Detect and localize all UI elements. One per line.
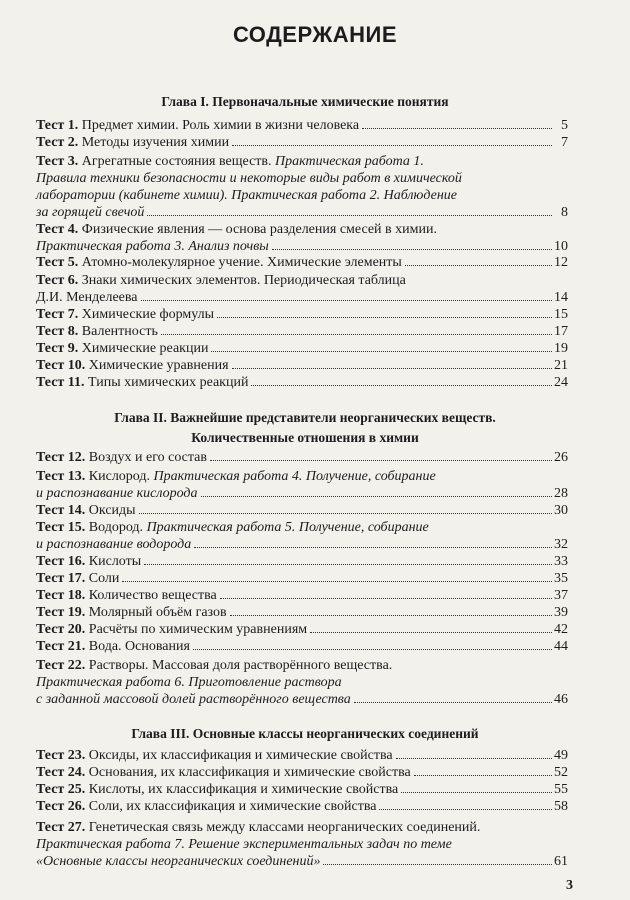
entry-text: Химические реакции (81, 341, 209, 356)
dot-leader (211, 351, 552, 352)
test-number: Тест 20. (36, 622, 86, 637)
entry-page-number: 30 (554, 503, 568, 518)
dot-leader (232, 145, 552, 146)
test-number: Тест 14. (36, 503, 86, 518)
entry-text: Воздух и его состав (88, 450, 208, 465)
toc-entry[interactable] (36, 587, 568, 604)
toc-entry-line (36, 836, 568, 853)
toc-entry-line (36, 153, 568, 170)
toc-entry[interactable] (36, 340, 568, 357)
dot-leader (323, 864, 552, 865)
entry-page-number: 58 (554, 799, 568, 814)
dot-leader (272, 249, 552, 250)
entry-practical-work: Практическая работа 5. Получение, собирание (146, 520, 429, 535)
toc-entry[interactable] (36, 781, 568, 798)
entry-practical-work: лаборатории (кабинете химии). Практическая работа 2. Наблюдение (36, 188, 458, 203)
toc-entry[interactable] (36, 449, 568, 466)
dot-leader (220, 598, 552, 599)
toc-entry-line (36, 170, 568, 187)
dot-leader (401, 792, 552, 793)
toc-entry-line (36, 221, 568, 238)
toc-entry-line-leader (36, 853, 568, 870)
toc-entry-line-leader (36, 638, 568, 655)
test-number: Тест 7. (36, 307, 79, 322)
toc-entry-line-leader (36, 604, 568, 621)
entry-text: Методы изучения химии (81, 135, 230, 150)
toc-entry-line (36, 819, 568, 836)
dot-leader (147, 215, 552, 216)
dot-leader (354, 702, 552, 703)
toc-entry-line-leader (36, 570, 568, 587)
entry-text: Кислоты (88, 554, 142, 569)
test-number: Тест 3. (36, 154, 79, 169)
entry-text: Вода. Основания (88, 639, 190, 654)
test-number: Тест 2. (36, 135, 79, 150)
test-number: Тест 6. (36, 273, 79, 288)
entry-text: Атомно-молекулярное учение. Химические элементы (81, 255, 402, 270)
test-number: Тест 21. (36, 639, 86, 654)
dot-leader (251, 385, 552, 386)
entry-page-number: 44 (554, 639, 568, 654)
entry-text: Водород. (88, 520, 147, 535)
toc-entry-line-leader (36, 691, 568, 708)
toc-entry[interactable] (36, 254, 568, 271)
test-number: Тест 4. (36, 222, 79, 237)
toc-entry[interactable] (36, 553, 568, 570)
toc-entry-line (36, 519, 568, 536)
toc-entry[interactable] (36, 604, 568, 621)
toc-entry-line-leader (36, 306, 568, 323)
test-number: Тест 10. (36, 358, 86, 373)
entry-text: Генетическая связь между классами неорганических соединений. (88, 820, 481, 835)
dot-leader (122, 581, 552, 582)
entry-text: Знаки химических элементов. Периодическая таблица (81, 273, 406, 288)
test-number: Тест 5. (36, 255, 79, 270)
dot-leader (414, 775, 552, 776)
chapter-2-heading-line: Глава II. Важнейшие представители неорганических веществ. (114, 410, 496, 425)
dot-leader (362, 128, 552, 129)
toc-entry-line (36, 657, 568, 674)
entry-page-number: 14 (554, 290, 568, 305)
entry-text: Агрегатные состояния веществ. (81, 154, 276, 169)
entry-page-number: 46 (554, 692, 568, 707)
entry-practical-work: Практическая работа 7. Решение экспериментальных задач по теме (36, 837, 452, 852)
entry-practical-work: Практическая работа 6. Приготовление раствора (36, 675, 342, 690)
entry-text: Химические уравнения (88, 358, 229, 373)
dot-leader (396, 758, 552, 759)
dot-leader (379, 809, 552, 810)
toc-entry[interactable] (36, 657, 568, 708)
entry-page-number: 28 (554, 486, 568, 501)
entry-page-number: 7 (561, 135, 568, 150)
toc-entry[interactable] (36, 764, 568, 781)
toc-entry[interactable] (36, 468, 568, 502)
test-number: Тест 12. (36, 450, 86, 465)
entry-text: Расчёты по химическим уравнениям (88, 622, 308, 637)
entry-practical-work: Правила техники безопасности и некоторые виды работ в химической (36, 171, 462, 186)
entry-text: Количество вещества (88, 588, 217, 603)
test-number: Тест 25. (36, 782, 86, 797)
toc-entry-line-leader (36, 204, 568, 221)
toc-entry-line-leader (36, 323, 568, 340)
page-number: 3 (566, 878, 573, 893)
toc-entry-line-leader (36, 536, 568, 553)
test-number: Тест 15. (36, 520, 86, 535)
entry-page-number: 19 (554, 341, 568, 356)
toc-entry[interactable] (36, 798, 568, 815)
entry-page-number: 37 (554, 588, 568, 603)
entry-page-number: 8 (561, 205, 568, 220)
entry-page-number: 24 (554, 375, 568, 390)
entry-practical-work: за горящей свечой (36, 205, 145, 220)
test-number: Тест 9. (36, 341, 79, 356)
entry-text: Кислород. (88, 469, 154, 484)
chapter-3-heading: Глава III. Основные классы неорганических соединений (131, 726, 479, 741)
entry-text: Растворы. Массовая доля растворённого вещества. (88, 658, 393, 673)
toc-entry[interactable] (36, 323, 568, 340)
entry-page-number: 17 (554, 324, 568, 339)
entry-page-number: 33 (554, 554, 568, 569)
toc-entry[interactable] (36, 621, 568, 638)
toc-entry[interactable] (36, 221, 568, 255)
test-number: Тест 18. (36, 588, 86, 603)
dot-leader (144, 564, 552, 565)
test-number: Тест 27. (36, 820, 86, 835)
toc-entry-line (36, 272, 568, 289)
toc-entry-line-leader (36, 764, 568, 781)
dot-leader (405, 265, 552, 266)
toc-entry[interactable] (36, 134, 568, 151)
toc-entry[interactable] (36, 117, 568, 134)
entry-page-number: 61 (554, 854, 568, 869)
entry-page-number: 26 (554, 450, 568, 465)
toc-entry-line-leader (36, 587, 568, 604)
test-number: Тест 11. (36, 375, 85, 390)
toc-entry[interactable] (36, 502, 568, 519)
chapter-2-heading-line: Количественные отношения в химии (191, 430, 419, 445)
toc-entry[interactable] (36, 747, 568, 764)
toc-entry[interactable] (36, 306, 568, 323)
entry-text: Типы химических реакций (88, 375, 249, 390)
test-number: Тест 8. (36, 324, 79, 339)
dot-leader (217, 317, 552, 318)
entry-page-number: 35 (554, 571, 568, 586)
dot-leader (232, 368, 552, 369)
test-number: Тест 1. (36, 118, 79, 133)
toc-entry-line (36, 187, 568, 204)
toc-entry-line-leader (36, 357, 568, 374)
entry-practical-work: «Основные классы неорганических соединений» (36, 854, 321, 869)
entry-page-number: 49 (554, 748, 568, 763)
toc-entry-line-leader (36, 340, 568, 357)
toc-entry-line-leader (36, 449, 568, 466)
entry-practical-work: с заданной массовой долей растворённого вещества (36, 692, 351, 707)
dot-leader (310, 632, 552, 633)
test-number: Тест 26. (36, 799, 86, 814)
toc-entry[interactable] (36, 357, 568, 374)
entry-page-number: 55 (554, 782, 568, 797)
toc-entry[interactable] (36, 638, 568, 655)
toc-entry-line (36, 468, 568, 485)
entry-text: Соли, их классификация и химические свойства (88, 799, 377, 814)
toc-entry-line-leader (36, 374, 568, 391)
toc-entry-line-leader (36, 289, 568, 306)
entry-text: Основания, их классификация и химические свойства (88, 765, 411, 780)
entry-page-number: 12 (554, 255, 568, 270)
toc-entry-line-leader (36, 485, 568, 502)
dot-leader (201, 496, 552, 497)
toc-entry-line-leader (36, 798, 568, 815)
toc-entry-line (36, 674, 568, 691)
dot-leader (141, 300, 552, 301)
entry-text: Молярный объём газов (88, 605, 227, 620)
chapter-1-heading: Глава I. Первоначальные химические понятия (161, 94, 449, 109)
entry-page-number: 52 (554, 765, 568, 780)
toc-entry-line-leader (36, 621, 568, 638)
entry-page-number: 42 (554, 622, 568, 637)
entry-page-number: 5 (561, 118, 568, 133)
entry-page-number: 39 (554, 605, 568, 620)
test-number: Тест 16. (36, 554, 86, 569)
test-number: Тест 19. (36, 605, 86, 620)
dot-leader (139, 513, 552, 514)
entry-text: Валентность (81, 324, 158, 339)
toc-entry[interactable] (36, 153, 568, 221)
entry-text: Кислоты, их классификация и химические свойства (88, 782, 399, 797)
test-number: Тест 24. (36, 765, 86, 780)
toc-entry[interactable] (36, 570, 568, 587)
test-number: Тест 17. (36, 571, 86, 586)
entry-text: Предмет химии. Роль химии в жизни человека (81, 118, 360, 133)
test-number: Тест 13. (36, 469, 86, 484)
entry-page-number: 15 (554, 307, 568, 322)
toc-entry-line-leader (36, 781, 568, 798)
dot-leader (193, 649, 552, 650)
dot-leader (230, 615, 552, 616)
entry-practical-work: и распознавание водорода (36, 537, 192, 552)
dot-leader (194, 547, 552, 548)
entry-practical-work: и распознавание кислорода (36, 486, 198, 501)
chapter-2-heading (40, 408, 570, 448)
entry-page-number: 21 (554, 358, 568, 373)
page-title: СОДЕРЖАНИЕ (232, 22, 398, 47)
entry-page-number: 32 (554, 537, 568, 552)
toc-entry-line-leader (36, 254, 568, 271)
toc-entry-line-leader (36, 238, 568, 255)
toc-entry-line-leader (36, 117, 568, 134)
test-number: Тест 22. (36, 658, 86, 673)
toc-entry-line-leader (36, 553, 568, 570)
entry-practical-work: Практическая работа 1. (275, 154, 424, 169)
entry-text: Физические явления — основа разделения смесей в химии. (81, 222, 437, 237)
toc-entry-line-leader (36, 502, 568, 519)
entry-practical-work: Практическая работа 3. Анализ почвы (36, 239, 269, 254)
entry-text: Д.И. Менделеева (36, 290, 138, 305)
entry-text: Соли (88, 571, 120, 586)
entry-text: Химические формулы (81, 307, 215, 322)
toc-entry[interactable] (36, 519, 568, 553)
toc-entry[interactable] (36, 819, 568, 870)
dot-leader (161, 334, 552, 335)
entry-text: Оксиды (88, 503, 136, 518)
entry-page-number: 10 (554, 239, 568, 254)
toc-entry-line-leader (36, 747, 568, 764)
dot-leader (210, 460, 552, 461)
entry-practical-work: Практическая работа 4. Получение, собирание (153, 469, 436, 484)
entry-text: Оксиды, их классификация и химические свойства (88, 748, 393, 763)
test-number: Тест 23. (36, 748, 86, 763)
toc-entry[interactable] (36, 374, 568, 391)
toc-entry-line-leader (36, 134, 568, 151)
toc-entry[interactable] (36, 272, 568, 306)
